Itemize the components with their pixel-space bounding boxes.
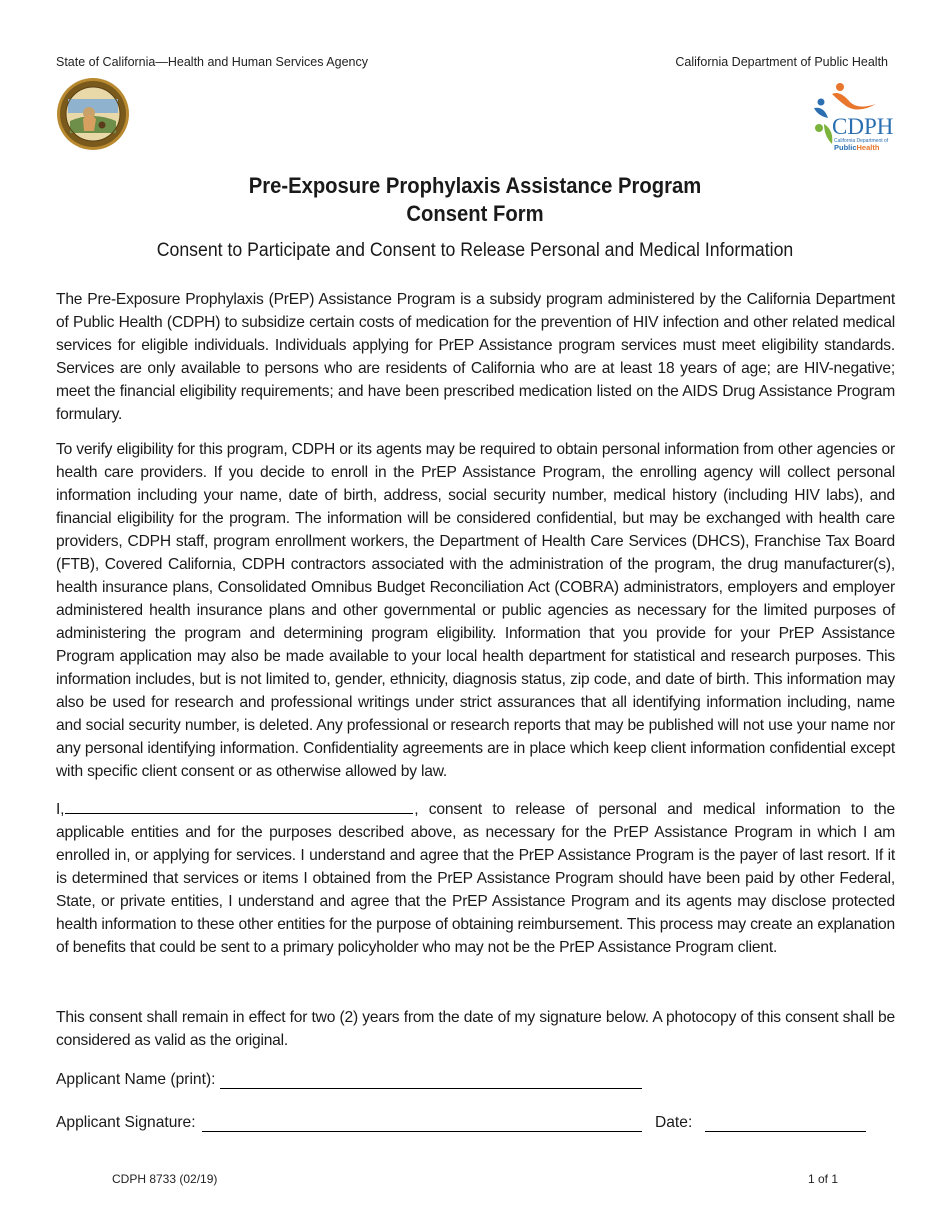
consent-duration-paragraph: This consent shall remain in effect for two (2) years from the date of my signature below. A photocopy of this consent shall be considered as valid as the original. [56,1009,895,1049]
consent-prefix: I, [56,801,65,818]
applicant-name-label: Applicant Name (print): [56,1071,216,1088]
cdph-wordmark: CDPH [832,114,894,139]
cdph-tagline-health: Health [856,143,880,152]
applicant-signature-label: Applicant Signature: [56,1114,196,1131]
eligibility-verification-paragraph: To verify eligibility for this program, CDPH or its agents may be required to obtain personal information from other agencies or health care providers. If you decide to enroll in the PrEP Assistance Program, the enrolling agency will collect personal information including your name, date of birth, address, social security number, medical history (including HIV labs), and financial eligibility for the program. The information will be considered confidential, but may be exchanged with health care providers, CDPH staff, program enrollment workers, the Department of Health Care Services (DHCS), Franchise Tax Board (FTB), Covered California, CDPH contractors associated with the administration of the program, the drug manufacturer(s), health insurance plans, Consolidated Omnibus Budget Reconciliation Act (COBRA) administrators, employers and employer administered health insurance plans and other governmental or public agencies as necessary for the limited purposes of administering the program and determining program eligibility. Information that you provide for your PrEP Assistance Program application may also be made available to your local health department for statistical and research purposes. This information includes, but is not limited to, gender, ethnicity, diagnosis status, zip code, and date of birth. This information may also be used for research and professional writings under strict assurances that all identifying information including, name and social security number, is deleted. Any professional or research reports that may be published will not use your name nor any personal identifying information. Confidentiality agreements are in place which keep client information confidential except with specific client consent or as otherwise allowed by law. [56,441,895,780]
date-label: Date: [655,1114,693,1131]
applicant-signature-field[interactable] [202,1131,642,1132]
consent-statement-text: , consent to release of personal and medical information to the applicable entities and for the purposes described above, as necessary for the PrEP Assistance Program in which I am enrolled in, or applying for services. I understand and agree that the PrEP Assistance Program is the payer of last resort. If it is determined that services or items I obtained from the PrEP Assistance Program should have been paid by other Federal, State, or private entities, I understand and agree that the PrEP Assistance Program and its agents may disclose protected health information to these other entities for the purpose of obtaining reimbursement. This process may create an explanation of benefits that could be sent to a primary policyholder who may not be the PrEP Assistance Program client. [56,801,895,956]
program-description-paragraph: The Pre-Exposure Prophylaxis (PrEP) Assistance Program is a subsidy program administered by the California Department of Public Health (CDPH) to subsidize certain costs of medication for the prevention of HIV infection and other related medical services for eligible individuals. Individuals applying for PrEP Assistance program services must meet eligibility standards. Services are only available to persons who are residents of California who are at least 18 years of age; are HIV-negative; meet the financial eligibility requirements; and have been prescribed medication listed on the AIDS Drug Assistance Program formulary. [56,291,895,423]
cdph-tagline-public: Public [834,143,857,152]
form-subtitle: Consent to Participate and Consent to Release Personal and Medical Information [156,240,794,261]
consent-statement-paragraph [56,796,895,959]
agency-header: State of California—Health and Human Services Agency [56,55,368,69]
consent-name-blank[interactable] [65,796,413,814]
cdph-subtitle: California Department of [834,138,889,144]
form-title [38,172,912,228]
department-header: California Department of Public Health [675,55,888,69]
date-field[interactable] [705,1131,866,1132]
page-number: 1 of 1 [807,1172,838,1186]
form-number: CDPH 8733 (02/19) [112,1172,218,1186]
cdph-tagline [834,143,880,152]
cdph-logo [810,80,896,154]
california-seal-icon [56,77,130,151]
applicant-name-field[interactable] [220,1088,642,1089]
form-title-line2: Consent Form [406,201,544,226]
form-title-line1: Pre-Exposure Prophylaxis Assistance Program [248,173,702,198]
